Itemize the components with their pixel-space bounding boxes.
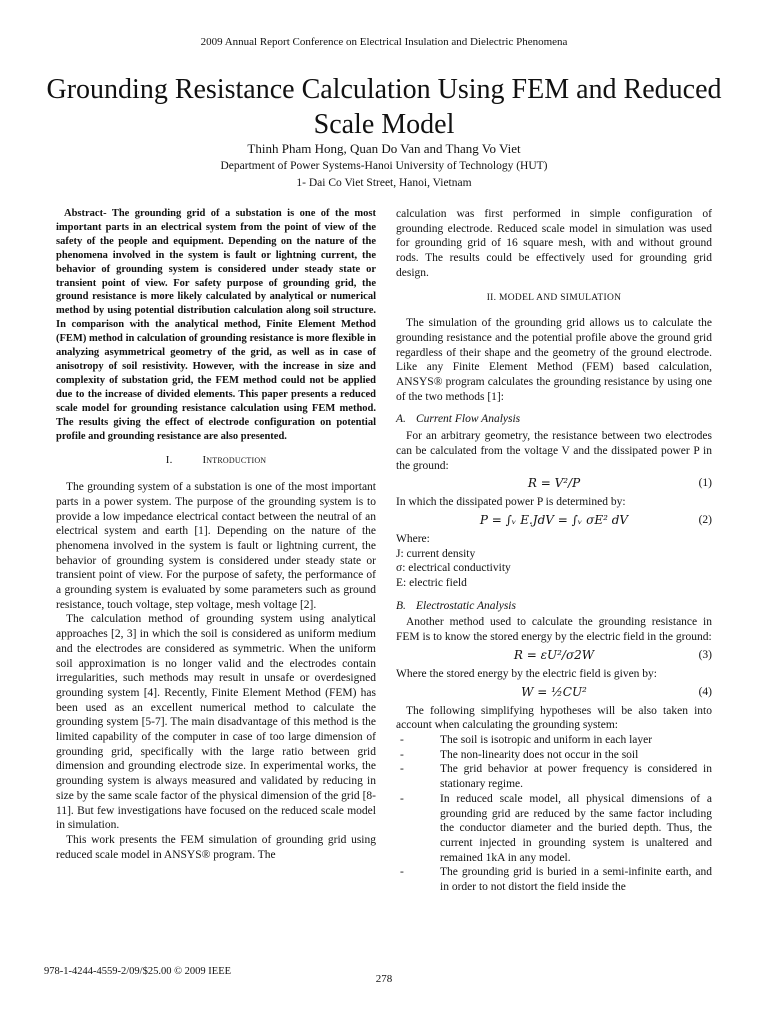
definition-current-density: J: current density (396, 547, 476, 560)
equation-expression: R = V²/P (527, 476, 581, 491)
intro-paragraph-3: This work presents the FEM simulation of grounding grid using reduced scale model in ANSYS® program. The (56, 833, 376, 861)
equation-4-intro: Where the stored energy by the electric field is given by: (396, 667, 657, 680)
hypotheses-intro: The following simplifying hypotheses will be also taken into account when calculating the grounding system: (396, 704, 712, 732)
paper-authors: Thinh Pham Hong, Quan Do Van and Thang Vo Viet (247, 141, 521, 156)
hypotheses-list (396, 733, 712, 895)
equation-number: (4) (698, 685, 712, 698)
intro-paragraph-1: The grounding system of a substation is one of the most important parts in a power system. The purpose of the grounding system is to provide a low impedance electrical contact between the neutral of an electrical system and earth [1]. Depending on the nature of the phenomena involved in the system is fault or lightning current, the behavior of grounding system is considered under steady state or transient point of view. For the purpose of safety, the performance of a grounding system is evaluated by some parameters such as ground resistance, touch voltage, step voltage, mesh voltage [2]. (56, 481, 376, 611)
list-item-text: The non-linearity does not occur in the soil (440, 748, 639, 761)
section-heading-introduction (56, 453, 376, 468)
equation-expression: W = ½CU² (521, 684, 587, 699)
subsection-heading-electrostatic (396, 599, 712, 614)
list-dash: - (400, 733, 404, 746)
subsection-title: Current Flow Analysis (416, 413, 521, 426)
equation-1 (396, 475, 712, 493)
section-number: I. (165, 454, 173, 467)
list-dash: - (400, 866, 404, 879)
intro-paragraph-2: The calculation method of grounding system using analytical approaches [2, 3] in which the soil is considered as uniform medium and the electrodes are considered as symmetric. When the uniform soil approximation is no longer valid and the electrodes contain irregularities, such methods may result in unsafe or overdesigned grounding system [4]. Recently, Finite Element Method (FEM) has been used as an excellent numerical method to calculate the grounding system [5-7]. The main disadvantage of this method is the limited capability of the computer in case of too large dimension of grounding grid, specifically with the large ratio between grid dimension and grounding electrode size. In experimental works, the grounding system is always measured and validated by reducing in size by the same scale factor of the physical dimension of the grid [8-11]. But few investigations have focused on the reduced scale model in simulation. (56, 613, 376, 832)
abstract: Abstract- The grounding grid of a substation is one of the most important parts in an electrical system from the point of view of the safety of the people and equipment. Depending on the nature of the phenomena involved in the system is fault or lightning current, the behavior of grounding system is considered under steady state or transient point of view. For safety purpose of grounding grid, the ground resistance is more likely calculated by analytical or numerical method by using potential distribution calculation along soil structure. In comparison with the analytical method, Finite Element Method (FEM) method in calculation of grounding resistance is more flexible in analyzing asymmetrical geometry of the grid, as well as in case of anisotropy of soil resistivity. However, with the increase in size and complexity of substation grid, the FEM method could not be applied due to the increase of divided elements. This paper presents a reduced scale model for grounding resistance calculation using FEM method. The results giving the effect of electrode configuration on potential profile and grounding resistance are also presented. (56, 208, 376, 442)
list-item (396, 748, 712, 763)
where-label: Where: (396, 532, 430, 545)
paper-title: Grounding Resistance Calculation Using FEM and Reduced Scale Model (46, 74, 722, 140)
subsection-letter: A. (396, 413, 406, 426)
page-number: 278 (375, 973, 393, 985)
list-item (396, 762, 712, 791)
list-dash: - (400, 792, 404, 805)
left-column (56, 207, 376, 862)
subsection-heading-current-flow (396, 412, 712, 427)
equation-expression: R = εU²/σ2W (513, 647, 595, 662)
list-item (396, 865, 712, 894)
list-item-text: The grounding grid is buried in a semi-infinite earth, and in order to not distort the field inside the (440, 866, 712, 894)
model-intro-paragraph: The simulation of the grounding grid allows us to calculate the grounding resistance and the potential profile above the ground grid regardless of their shape and the geometry of the ground electrode. Like any Finite Element Method (FEM) based calculation, ANSYS® program calculates the grounding resistance by using one of the two methods [1]: (396, 317, 712, 403)
paper-affiliation: Department of Power Systems-Hanoi University of Technology (HUT) (220, 160, 548, 172)
paper-address: 1- Dai Co Viet Street, Hanoi, Vietnam (296, 177, 472, 189)
subsection-letter: B. (396, 599, 406, 612)
electrostatic-text: Another method used to calculate the grounding resistance in FEM is to know the stored energy by the electric field in the ground: (396, 616, 712, 644)
intro-continuation: calculation was first performed in simple configuration of grounding electrode. Reduced scale model in simulation was used for grounding grid of 16 square mesh, with and without ground rods. The results could be effectively used for grounding grid design. (396, 208, 712, 279)
definition-conductivity: σ: electrical conductivity (396, 562, 511, 575)
conference-header: 2009 Annual Report Conference on Electrical Insulation and Dielectric Phenomena (200, 36, 568, 48)
list-item-text: In reduced scale model, all physical dimensions of a grounding grid are reduced by the same factor including the conductor diameter and the buried depth. Thus, the current injected in grounding system is unaltered and remained 1kA in any model. (440, 792, 712, 864)
list-item-text: The soil is isotropic and uniform in each layer (440, 733, 653, 746)
list-item (396, 792, 712, 866)
right-column (396, 207, 712, 895)
list-dash: - (400, 748, 404, 761)
equation-number: (2) (698, 513, 712, 526)
equation-expression: P = ∫ᵥ E.JdV = ∫ᵥ σE² dV (479, 512, 629, 527)
equation-3 (396, 647, 712, 665)
copyright-footer: 978-1-4244-4559-2/09/$25.00 © 2009 IEEE (44, 966, 232, 977)
section-title: Introduction (202, 454, 267, 467)
equation-number: (3) (698, 648, 712, 661)
equation-4 (396, 684, 712, 702)
definition-electric-field: E: electric field (396, 577, 467, 590)
equation-number: (1) (698, 477, 712, 490)
list-item (396, 733, 712, 748)
subsection-title: Electrostatic Analysis (416, 599, 516, 612)
list-item-text: The grid behavior at power frequency is considered in stationary regime. (440, 763, 712, 791)
list-dash: - (400, 763, 404, 776)
section-heading-model: II. MODEL AND SIMULATION (486, 292, 622, 303)
equation-2-intro: In which the dissipated power P is determined by: (396, 496, 626, 509)
equation-2 (396, 512, 712, 530)
current-flow-text: For an arbitrary geometry, the resistance between two electrodes can be calculated from the voltage V and the dissipated power P in the ground: (396, 430, 712, 472)
